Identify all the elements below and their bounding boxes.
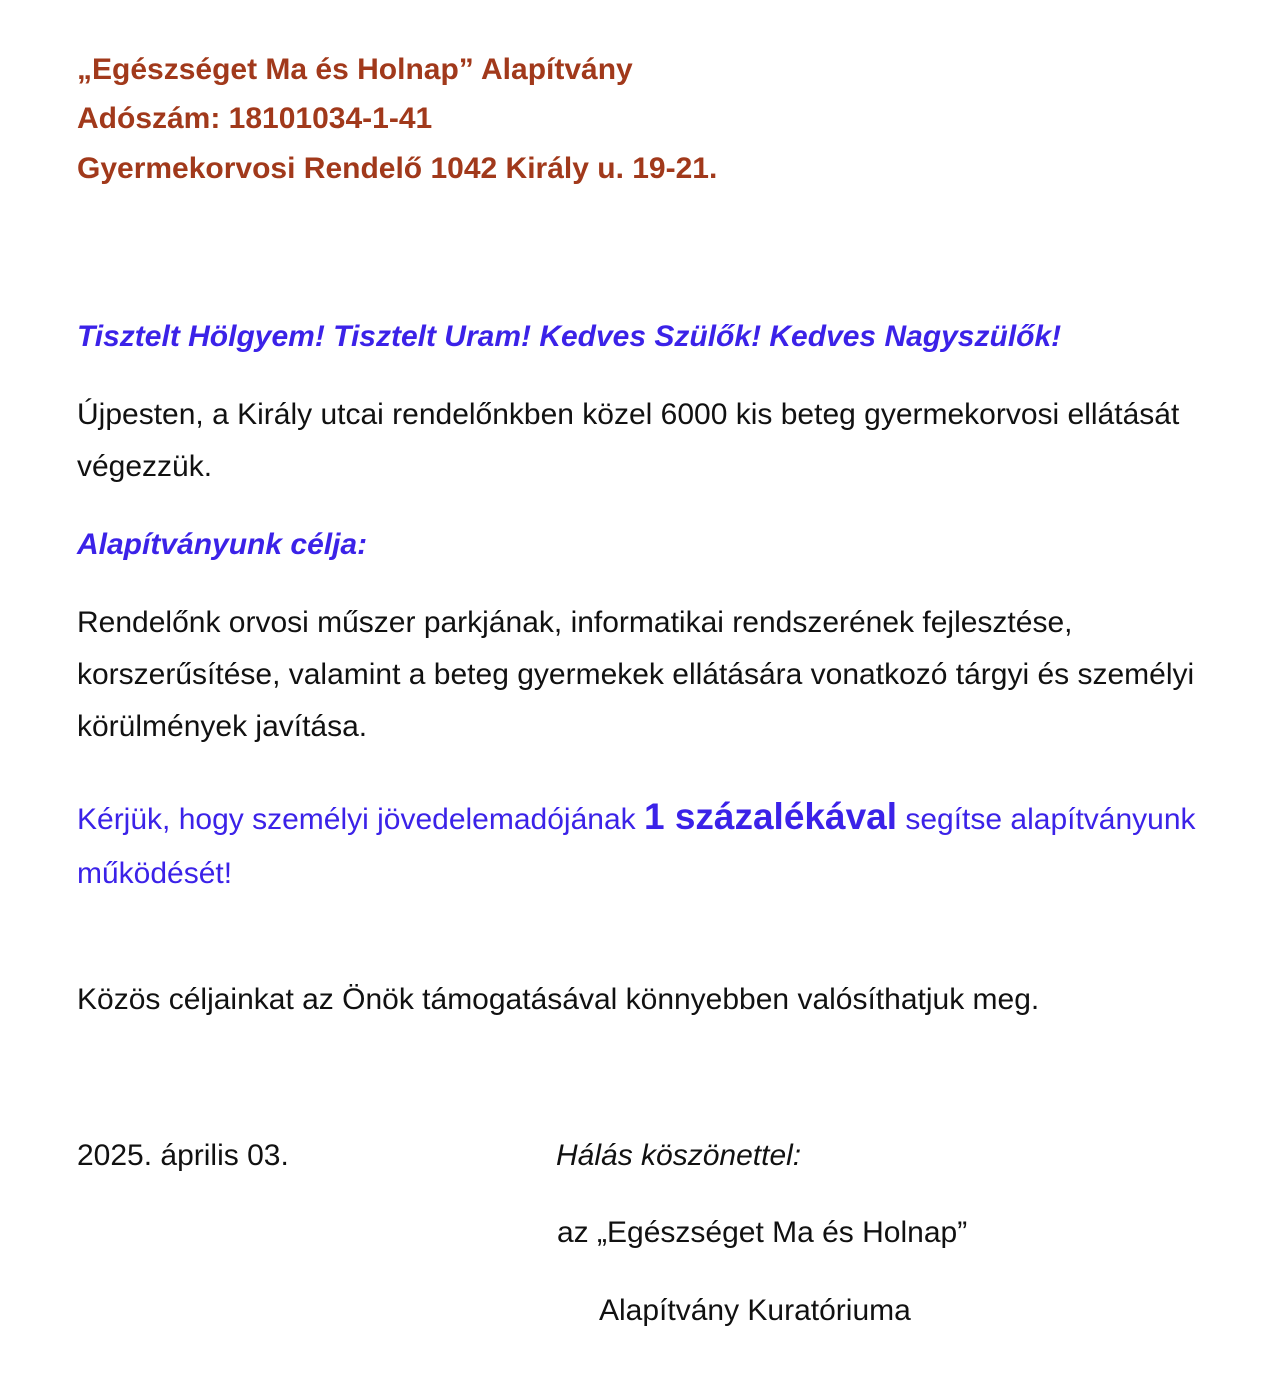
goal-paragraph: Rendelőnk orvosi műszer parkjának, informatikai rendszerének fejlesztése, korszerűsítése, valamint a beteg gyermekek ellátására vonatkozó tárgyi és személyi körülmények javítása.: [77, 606, 1195, 743]
signature-line-1: az „Egészséget Ma és Holnap”: [557, 1216, 968, 1249]
tax-number: Adószám: 18101034-1-41: [77, 102, 433, 135]
appeal-text-after: segítse alapítványunk működését!: [77, 803, 1196, 890]
intro-paragraph: Újpesten, a Király utcai rendelőnkben közel 6000 kis beteg gyermekorvosi ellátását végezzük.: [77, 398, 1180, 483]
thanks-line: Hálás köszönettel:: [556, 1139, 802, 1172]
salutation: Tisztelt Hölgyem! Tisztelt Uram! Kedves Szülők! Kedves Nagyszülők!: [77, 320, 1062, 353]
appeal-paragraph: [77, 790, 1227, 901]
appeal-text-before: Kérjük, hogy személyi jövedelemadójának: [77, 803, 644, 836]
closing-sentence: Közös céljainkat az Önök támogatásával könnyebben valósíthatjuk meg.: [77, 983, 1040, 1016]
letter-date: 2025. április 03.: [77, 1139, 289, 1172]
clinic-address: Gyermekorvosi Rendelő 1042 Király u. 19-21.: [77, 152, 718, 185]
signature-line-2: Alapítvány Kuratóriuma: [599, 1294, 911, 1327]
appeal-highlight: 1 százalékával: [643, 796, 898, 837]
goal-heading: Alapítványunk célja:: [77, 528, 368, 561]
foundation-name: „Egészséget Ma és Holnap” Alapítvány: [77, 53, 633, 86]
